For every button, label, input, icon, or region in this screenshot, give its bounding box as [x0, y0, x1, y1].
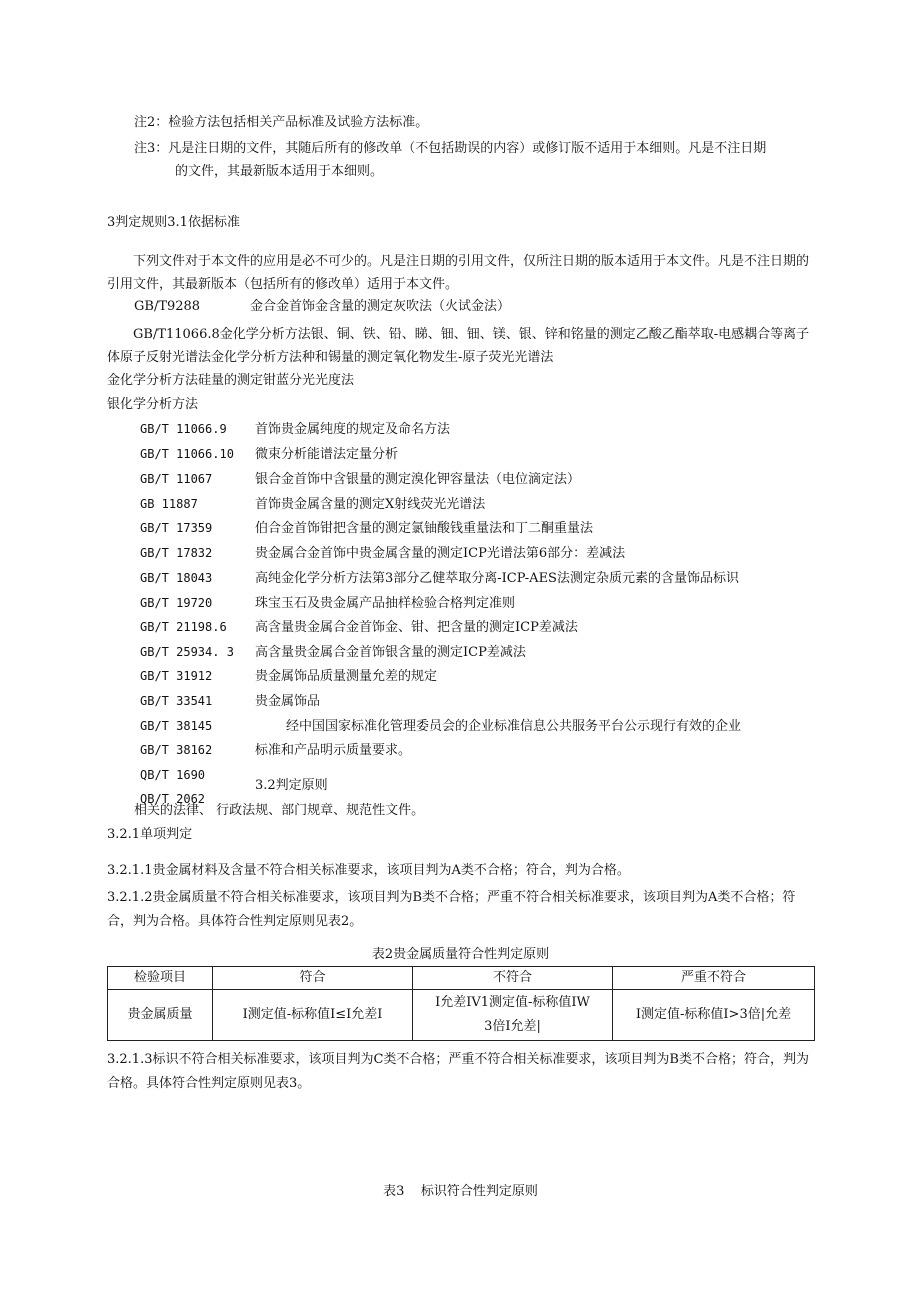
- ref-gb9288-title: 金合金首饰金含量的测定灰吹法（火试金法）: [250, 299, 511, 314]
- ref-code: GB/T 19720: [140, 596, 213, 610]
- ref-gb11066-paragraph: GB/T11066.8金化学分析方法银、铜、铁、铅、睇、钿、钿、镁、银、锌和铭量的测定乙酸乙酯萃取-电感耦合等离子体原子反射光谱法金化学分析方法种和锡量的测定氧化物发生-原子荧光光谱法: [107, 327, 810, 365]
- table2-header: 严重不符合: [613, 967, 815, 990]
- ref-title: 首饰贵金属纯度的规定及命名方法: [255, 422, 451, 437]
- section-3-2-1-2: 3.2.1.2贵金属质量不符合相关标准要求，该项目判为B类不合格；严重不符合相关标准要求，该项目判为A类不合格；符合，判为合格。具体符合性判定原则见表2。: [107, 890, 796, 929]
- note-3-line1: 注3：凡是注日期的文件，其随后所有的修改单（不包括勘误的内容）或修订版不适用于本细则。凡是不注日期: [134, 141, 767, 156]
- ref-title: 首饰贵金属含量的测定X射线荧光光谱法: [255, 497, 486, 512]
- note-3-line2: 的文件，其最新版本适用于本细则。: [175, 164, 384, 179]
- ref-title: 高含量贵金属合金首饰金、钳、把含量的测定ICP差减法: [255, 620, 578, 635]
- ref-code: GB/T 18043: [140, 571, 213, 585]
- ref-code: GB/T 38145: [140, 719, 213, 733]
- table3-caption: 表3 标识符合性判定原则: [383, 1184, 538, 1199]
- section-3-2-1: 3.2.1单项判定: [107, 827, 193, 842]
- ref-code: QB/T 1690: [140, 768, 206, 782]
- ref-title: 贵金属合金首饰中贵金属含量的测定ICP光谱法第6部分：差减法: [255, 546, 626, 561]
- table-row: [108, 990, 815, 1041]
- laws-line: 相关的法律、 行政法规、部门规章、规范性文件。: [134, 803, 425, 818]
- ref-title: 微束分析能谱法定量分析: [255, 447, 399, 462]
- table2-header-row: [108, 967, 815, 990]
- ref-code: GB/T 21198.6: [140, 620, 227, 634]
- ref-code: GB 11887: [140, 497, 198, 511]
- ref-title: 贵金属饰品: [255, 694, 321, 709]
- platform-line1: 经中国国家标准化管理委员会的企业标准信息公共服务平台公示现行有效的企业: [286, 719, 742, 734]
- ref-code: GB/T 17359: [140, 521, 213, 535]
- table2-cell-item: 贵金属质量: [108, 990, 213, 1041]
- ref-code: GB/T 38162: [140, 743, 213, 757]
- table2-cell-conform: I测定值-标称值I≤I允差I: [213, 990, 413, 1041]
- nonconform-line2: 3倍I允差|: [484, 1019, 541, 1034]
- ref-code: GB/T 25934. 3: [140, 645, 234, 659]
- section-3-2-1-1: 3.2.1.1贵金属材料及含量不符合相关标准要求，该项目判为A类不合格；符合，判为合格。: [107, 863, 630, 878]
- ref-code: GB/T 11066.9: [140, 422, 227, 436]
- section-heading: 3判定规则3.1依据标准: [107, 215, 240, 230]
- ref-title: 高含量贵金属合金首饰银含量的测定ICP差减法: [255, 645, 526, 660]
- table2: [107, 966, 815, 1041]
- ref-title: 贵金属饰品质量测量允差的规定: [255, 669, 438, 684]
- ref-gb9288-code: GB/T9288: [134, 299, 201, 314]
- table2-caption: 表2贵金属质量符合性判定原则: [371, 947, 550, 962]
- note-2: 注2：检验方法包括相关产品标准及试验方法标准。: [134, 115, 429, 130]
- nonconform-line1: I允差IV1测定值-标称值IW: [435, 995, 590, 1010]
- table2-header: 检验项目: [108, 967, 213, 990]
- table2-header: 符合: [213, 967, 413, 990]
- ref-line-silver: 银化学分析方法: [107, 397, 199, 412]
- ref-code: GB/T 17832: [140, 546, 213, 560]
- ref-code: QB/T 2062: [140, 792, 206, 806]
- section-3-2-1-3: 3.2.1.3标识不符合相关标准要求，该项目判为C类不合格；严重不符合相关标准要求，该项目判为B类不合格；符合，判为合格。具体符合性判定原则见表3。: [107, 1052, 809, 1091]
- ref-title: 银合金首饰中含银量的测定溴化钾容量法（电位滴定法）: [255, 472, 581, 487]
- intro-paragraph: 下列文件对于本文件的应用是必不可少的。凡是注日期的引用文件，仅所注日期的版本适用于本文件。凡是不注日期的引用文件，其最新版本（包括所有的修改单）适用于本文件。: [107, 254, 810, 292]
- ref-title: 珠宝玉石及贵金属产品抽样检验合格判定准则: [255, 596, 516, 611]
- ref-code: GB/T 11066.10: [140, 447, 234, 461]
- ref-code: GB/T 11067: [140, 472, 213, 486]
- ref-title: 高纯金化学分析方法第3部分乙健萃取分离-ICP-AES法测定杂质元素的含量饰品标识: [255, 571, 739, 586]
- table2-cell-serious: I测定值-标称值I>3倍|允差: [613, 990, 815, 1041]
- ref-code: GB/T 33541: [140, 694, 213, 708]
- section-3-2-heading: 3.2判定原则: [255, 778, 328, 793]
- table2-cell-nonconform: [413, 990, 613, 1041]
- platform-line2: 标准和产品明示质量要求。: [255, 743, 412, 758]
- ref-code: GB/T 31912: [140, 669, 213, 683]
- table2-header: 不符合: [413, 967, 613, 990]
- ref-line-gold: 金化学分析方法硅量的测定钳蓝分光光度法: [107, 373, 355, 388]
- ref-title: 伯合金首饰钳把含量的测定氯铀酸钱重量法和丁二酮重量法: [255, 521, 594, 536]
